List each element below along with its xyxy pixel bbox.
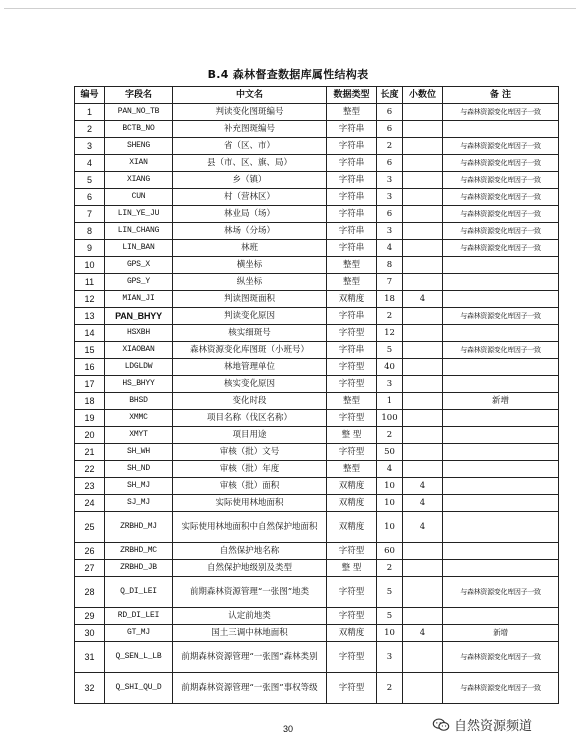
cell-note	[443, 608, 559, 625]
cell-no: 22	[75, 461, 105, 478]
cell-chinese-name: 认定前地类	[173, 608, 327, 625]
table-row	[75, 495, 559, 512]
cell-length: 12	[377, 325, 403, 342]
table-row	[75, 444, 559, 461]
cell-chinese-name: 林业局（场）	[173, 206, 327, 223]
cell-chinese-name: 审核（批）面积	[173, 478, 327, 495]
cell-chinese-name: 省（区、市）	[173, 138, 327, 155]
cell-field-name: XMYT	[105, 427, 173, 444]
cell-decimals	[403, 560, 443, 577]
cell-decimals	[403, 342, 443, 359]
cell-length: 50	[377, 444, 403, 461]
header-cn-name: 中文名	[173, 87, 327, 104]
cell-no: 10	[75, 257, 105, 274]
cell-note	[443, 257, 559, 274]
cell-field-name: Q_DI_LEI	[105, 577, 173, 608]
table-row	[75, 512, 559, 543]
cell-no: 25	[75, 512, 105, 543]
cell-data-type: 整型	[327, 461, 377, 478]
cell-data-type: 字符串	[327, 223, 377, 240]
cell-data-type: 双精度	[327, 478, 377, 495]
cell-length: 4	[377, 461, 403, 478]
cell-decimals	[403, 172, 443, 189]
cell-no: 11	[75, 274, 105, 291]
cell-note: 与森林资源变化库因子一致	[443, 155, 559, 172]
cell-note	[443, 359, 559, 376]
cell-length: 2	[377, 673, 403, 704]
cell-field-name: SH_ND	[105, 461, 173, 478]
table-row	[75, 342, 559, 359]
cell-chinese-name: 自然保护地名称	[173, 543, 327, 560]
cell-chinese-name: 横坐标	[173, 257, 327, 274]
cell-data-type: 整 型	[327, 427, 377, 444]
cell-field-name: PAN_NO_TB	[105, 104, 173, 121]
cell-decimals	[403, 104, 443, 121]
cell-note: 与森林资源变化库因子一致	[443, 342, 559, 359]
table-row	[75, 121, 559, 138]
cell-no: 9	[75, 240, 105, 257]
cell-length: 3	[377, 223, 403, 240]
cell-length: 7	[377, 274, 403, 291]
cell-no: 30	[75, 625, 105, 642]
table-title: B.4 森林督查数据库属性结构表	[207, 68, 369, 81]
cell-decimals	[403, 673, 443, 704]
cell-decimals: 4	[403, 512, 443, 543]
table-row	[75, 189, 559, 206]
cell-length: 3	[377, 172, 403, 189]
cell-note	[443, 291, 559, 308]
cell-note: 与森林资源变化库因子一致	[443, 206, 559, 223]
cell-decimals	[403, 359, 443, 376]
cell-field-name: Q_SEN_L_LB	[105, 642, 173, 673]
cell-chinese-name: 核实细斑号	[173, 325, 327, 342]
cell-decimals	[403, 393, 443, 410]
cell-decimals	[403, 223, 443, 240]
cell-chinese-name: 县（市、区、旗、局）	[173, 155, 327, 172]
cell-note	[443, 274, 559, 291]
cell-note: 与森林资源变化库因子一致	[443, 240, 559, 257]
cell-chinese-name: 前期森林资源管理“一张图”地类	[173, 577, 327, 608]
table-row	[75, 155, 559, 172]
cell-field-name: RD_DI_LEI	[105, 608, 173, 625]
cell-field-name: ZRBHD_MJ	[105, 512, 173, 543]
cell-decimals	[403, 206, 443, 223]
cell-chinese-name: 村（营林区）	[173, 189, 327, 206]
table-row	[75, 577, 559, 608]
table-row	[75, 308, 559, 325]
cell-decimals	[403, 642, 443, 673]
cell-chinese-name: 林班	[173, 240, 327, 257]
cell-length: 10	[377, 625, 403, 642]
cell-field-name: GPS_X	[105, 257, 173, 274]
cell-decimals	[403, 325, 443, 342]
cell-field-name: XIAOBAN	[105, 342, 173, 359]
cell-note: 与森林资源变化库因子一致	[443, 138, 559, 155]
cell-decimals: 4	[403, 625, 443, 642]
cell-field-name: LIN_BAN	[105, 240, 173, 257]
cell-chinese-name: 国土三调中林地面积	[173, 625, 327, 642]
cell-decimals	[403, 257, 443, 274]
cell-note	[443, 543, 559, 560]
cell-length: 2	[377, 138, 403, 155]
cell-chinese-name: 林地管理单位	[173, 359, 327, 376]
table-row	[75, 223, 559, 240]
table-row	[75, 325, 559, 342]
cell-note	[443, 325, 559, 342]
cell-length: 1	[377, 393, 403, 410]
cell-field-name: ZRBHD_JB	[105, 560, 173, 577]
page-number: 30	[282, 724, 293, 734]
cell-note: 与森林资源变化库因子一致	[443, 104, 559, 121]
header-length: 长度	[377, 87, 403, 104]
cell-chinese-name: 前期森林资源管理“一张图”事权等级	[173, 673, 327, 704]
watermark-text: 自然资源频道	[454, 719, 533, 734]
cell-chinese-name: 项目用途	[173, 427, 327, 444]
cell-no: 26	[75, 543, 105, 560]
cell-note: 与森林资源变化库因子一致	[443, 308, 559, 325]
cell-decimals	[403, 138, 443, 155]
cell-chinese-name: 补充图斑编号	[173, 121, 327, 138]
cell-note: 与森林资源变化库因子一致	[443, 642, 559, 673]
cell-no: 15	[75, 342, 105, 359]
cell-data-type: 字符型	[327, 673, 377, 704]
cell-length: 4	[377, 240, 403, 257]
cell-length: 6	[377, 155, 403, 172]
cell-note	[443, 495, 559, 512]
cell-length: 18	[377, 291, 403, 308]
cell-data-type: 双精度	[327, 291, 377, 308]
cell-no: 16	[75, 359, 105, 376]
table-row	[75, 478, 559, 495]
cell-decimals	[403, 189, 443, 206]
cell-note	[443, 427, 559, 444]
cell-data-type: 字符串	[327, 172, 377, 189]
cell-decimals	[403, 121, 443, 138]
cell-chinese-name: 森林资源变化库图斑（小班号）	[173, 342, 327, 359]
cell-decimals	[403, 577, 443, 608]
cell-field-name: SJ_MJ	[105, 495, 173, 512]
table-row	[75, 427, 559, 444]
cell-chinese-name: 判读变化原因	[173, 308, 327, 325]
cell-decimals	[403, 427, 443, 444]
cell-note	[443, 461, 559, 478]
cell-note	[443, 410, 559, 427]
cell-data-type: 整型	[327, 257, 377, 274]
cell-length: 2	[377, 308, 403, 325]
cell-field-name: BCTB_NO	[105, 121, 173, 138]
table-row	[75, 257, 559, 274]
cell-no: 2	[75, 121, 105, 138]
cell-no: 24	[75, 495, 105, 512]
table-row	[75, 274, 559, 291]
cell-field-name: SHENG	[105, 138, 173, 155]
cell-field-name: XIANG	[105, 172, 173, 189]
top-rule	[4, 8, 576, 9]
cell-field-name: LDGLDW	[105, 359, 173, 376]
cell-no: 29	[75, 608, 105, 625]
cell-data-type: 字符串	[327, 206, 377, 223]
cell-field-name: HSXBH	[105, 325, 173, 342]
header-field: 字段名	[105, 87, 173, 104]
cell-note: 与森林资源变化库因子一致	[443, 223, 559, 240]
cell-no: 1	[75, 104, 105, 121]
cell-field-name: XMMC	[105, 410, 173, 427]
cell-note: 与森林资源变化库因子一致	[443, 673, 559, 704]
cell-no: 31	[75, 642, 105, 673]
table-row	[75, 104, 559, 121]
cell-note	[443, 121, 559, 138]
cell-no: 5	[75, 172, 105, 189]
wechat-icon	[432, 718, 450, 732]
cell-no: 23	[75, 478, 105, 495]
header-decimals: 小数位	[403, 87, 443, 104]
cell-length: 8	[377, 257, 403, 274]
cell-chinese-name: 前期森林资源管理“一张图”森林类别	[173, 642, 327, 673]
cell-data-type: 字符型	[327, 642, 377, 673]
cell-decimals	[403, 410, 443, 427]
cell-no: 18	[75, 393, 105, 410]
table-row	[75, 543, 559, 560]
cell-field-name: GPS_Y	[105, 274, 173, 291]
table-row	[75, 673, 559, 704]
cell-field-name: GT_MJ	[105, 625, 173, 642]
cell-data-type: 整型	[327, 274, 377, 291]
cell-decimals: 4	[403, 291, 443, 308]
cell-data-type: 双精度	[327, 512, 377, 543]
cell-field-name: MIAN_JI	[105, 291, 173, 308]
cell-no: 27	[75, 560, 105, 577]
cell-field-name: ZRBHD_MC	[105, 543, 173, 560]
cell-length: 10	[377, 478, 403, 495]
header-row	[75, 87, 559, 104]
cell-chinese-name: 判读变化图斑编号	[173, 104, 327, 121]
cell-no: 28	[75, 577, 105, 608]
cell-no: 12	[75, 291, 105, 308]
cell-length: 6	[377, 206, 403, 223]
cell-decimals: 4	[403, 478, 443, 495]
cell-length: 3	[377, 376, 403, 393]
cell-note: 新增	[443, 625, 559, 642]
cell-data-type: 字符型	[327, 543, 377, 560]
cell-data-type: 字符型	[327, 577, 377, 608]
cell-field-name: SH_WH	[105, 444, 173, 461]
cell-data-type: 字符串	[327, 121, 377, 138]
cell-chinese-name: 审核（批）年度	[173, 461, 327, 478]
table-row	[75, 393, 559, 410]
cell-field-name: HS_BHYY	[105, 376, 173, 393]
table-row	[75, 240, 559, 257]
cell-field-name: LIN_YE_JU	[105, 206, 173, 223]
cell-no: 13	[75, 308, 105, 325]
cell-chinese-name: 实际使用林地面积	[173, 495, 327, 512]
table-row	[75, 625, 559, 642]
cell-decimals	[403, 444, 443, 461]
cell-note: 与森林资源变化库因子一致	[443, 172, 559, 189]
table-row	[75, 376, 559, 393]
table-row	[75, 560, 559, 577]
table-row	[75, 291, 559, 308]
cell-chinese-name: 乡（镇）	[173, 172, 327, 189]
header-type: 数据类型	[327, 87, 377, 104]
table-row	[75, 172, 559, 189]
cell-length: 10	[377, 512, 403, 543]
cell-data-type: 双精度	[327, 495, 377, 512]
cell-decimals: 4	[403, 495, 443, 512]
cell-no: 4	[75, 155, 105, 172]
cell-chinese-name: 林场（分场）	[173, 223, 327, 240]
cell-decimals	[403, 543, 443, 560]
cell-chinese-name: 自然保护地级别及类型	[173, 560, 327, 577]
cell-length: 5	[377, 342, 403, 359]
cell-length: 5	[377, 577, 403, 608]
cell-field-name: CUN	[105, 189, 173, 206]
cell-no: 19	[75, 410, 105, 427]
table-row	[75, 608, 559, 625]
cell-note	[443, 376, 559, 393]
cell-decimals	[403, 274, 443, 291]
cell-note	[443, 512, 559, 543]
cell-no: 17	[75, 376, 105, 393]
cell-no: 6	[75, 189, 105, 206]
cell-data-type: 字符串	[327, 189, 377, 206]
cell-length: 100	[377, 410, 403, 427]
cell-note: 与森林资源变化库因子一致	[443, 577, 559, 608]
cell-decimals	[403, 376, 443, 393]
cell-length: 2	[377, 560, 403, 577]
cell-decimals	[403, 461, 443, 478]
cell-no: 7	[75, 206, 105, 223]
table-row	[75, 410, 559, 427]
cell-note	[443, 560, 559, 577]
cell-decimals	[403, 308, 443, 325]
header-notes: 备 注	[443, 87, 559, 104]
cell-chinese-name: 核实变化原因	[173, 376, 327, 393]
cell-field-name: BHSD	[105, 393, 173, 410]
cell-chinese-name: 实际使用林地面积中自然保护地面积	[173, 512, 327, 543]
cell-length: 6	[377, 104, 403, 121]
watermark	[432, 715, 532, 734]
cell-field-name: PAN_BHYY	[105, 308, 173, 325]
cell-data-type: 字符串	[327, 155, 377, 172]
table-row	[75, 206, 559, 223]
cell-note	[443, 478, 559, 495]
cell-length: 10	[377, 495, 403, 512]
cell-data-type: 字符串	[327, 342, 377, 359]
cell-no: 14	[75, 325, 105, 342]
cell-data-type: 字符型	[327, 376, 377, 393]
cell-note	[443, 444, 559, 461]
cell-length: 3	[377, 189, 403, 206]
cell-length: 6	[377, 121, 403, 138]
cell-chinese-name: 审核（批）文号	[173, 444, 327, 461]
cell-no: 32	[75, 673, 105, 704]
cell-length: 2	[377, 427, 403, 444]
cell-data-type: 整型	[327, 104, 377, 121]
table-row	[75, 138, 559, 155]
cell-data-type: 双精度	[327, 625, 377, 642]
cell-data-type: 字符串	[327, 138, 377, 155]
cell-chinese-name: 判读图斑面积	[173, 291, 327, 308]
cell-decimals	[403, 155, 443, 172]
cell-length: 5	[377, 608, 403, 625]
cell-length: 40	[377, 359, 403, 376]
header-no: 编号	[75, 87, 105, 104]
cell-field-name: LIN_CHANG	[105, 223, 173, 240]
cell-data-type: 字符型	[327, 444, 377, 461]
table-row	[75, 359, 559, 376]
cell-data-type: 字符串	[327, 308, 377, 325]
cell-data-type: 字符型	[327, 325, 377, 342]
cell-decimals	[403, 608, 443, 625]
table-row	[75, 461, 559, 478]
cell-field-name: XIAN	[105, 155, 173, 172]
cell-data-type: 字符串	[327, 240, 377, 257]
cell-no: 21	[75, 444, 105, 461]
cell-data-type: 整型	[327, 393, 377, 410]
attribute-table	[74, 86, 559, 704]
cell-length: 3	[377, 642, 403, 673]
cell-no: 8	[75, 223, 105, 240]
cell-chinese-name: 纵坐标	[173, 274, 327, 291]
cell-data-type: 字符型	[327, 359, 377, 376]
cell-no: 3	[75, 138, 105, 155]
cell-data-type: 整 型	[327, 560, 377, 577]
cell-data-type: 字符型	[327, 608, 377, 625]
cell-decimals	[403, 240, 443, 257]
cell-field-name: SH_MJ	[105, 478, 173, 495]
cell-note: 与森林资源变化库因子一致	[443, 189, 559, 206]
cell-chinese-name: 变化时段	[173, 393, 327, 410]
cell-no: 20	[75, 427, 105, 444]
cell-data-type: 字符型	[327, 410, 377, 427]
cell-note: 新增	[443, 393, 559, 410]
cell-chinese-name: 项目名称（伐区名称）	[173, 410, 327, 427]
cell-field-name: Q_SHI_QU_D	[105, 673, 173, 704]
cell-length: 60	[377, 543, 403, 560]
table-row	[75, 642, 559, 673]
